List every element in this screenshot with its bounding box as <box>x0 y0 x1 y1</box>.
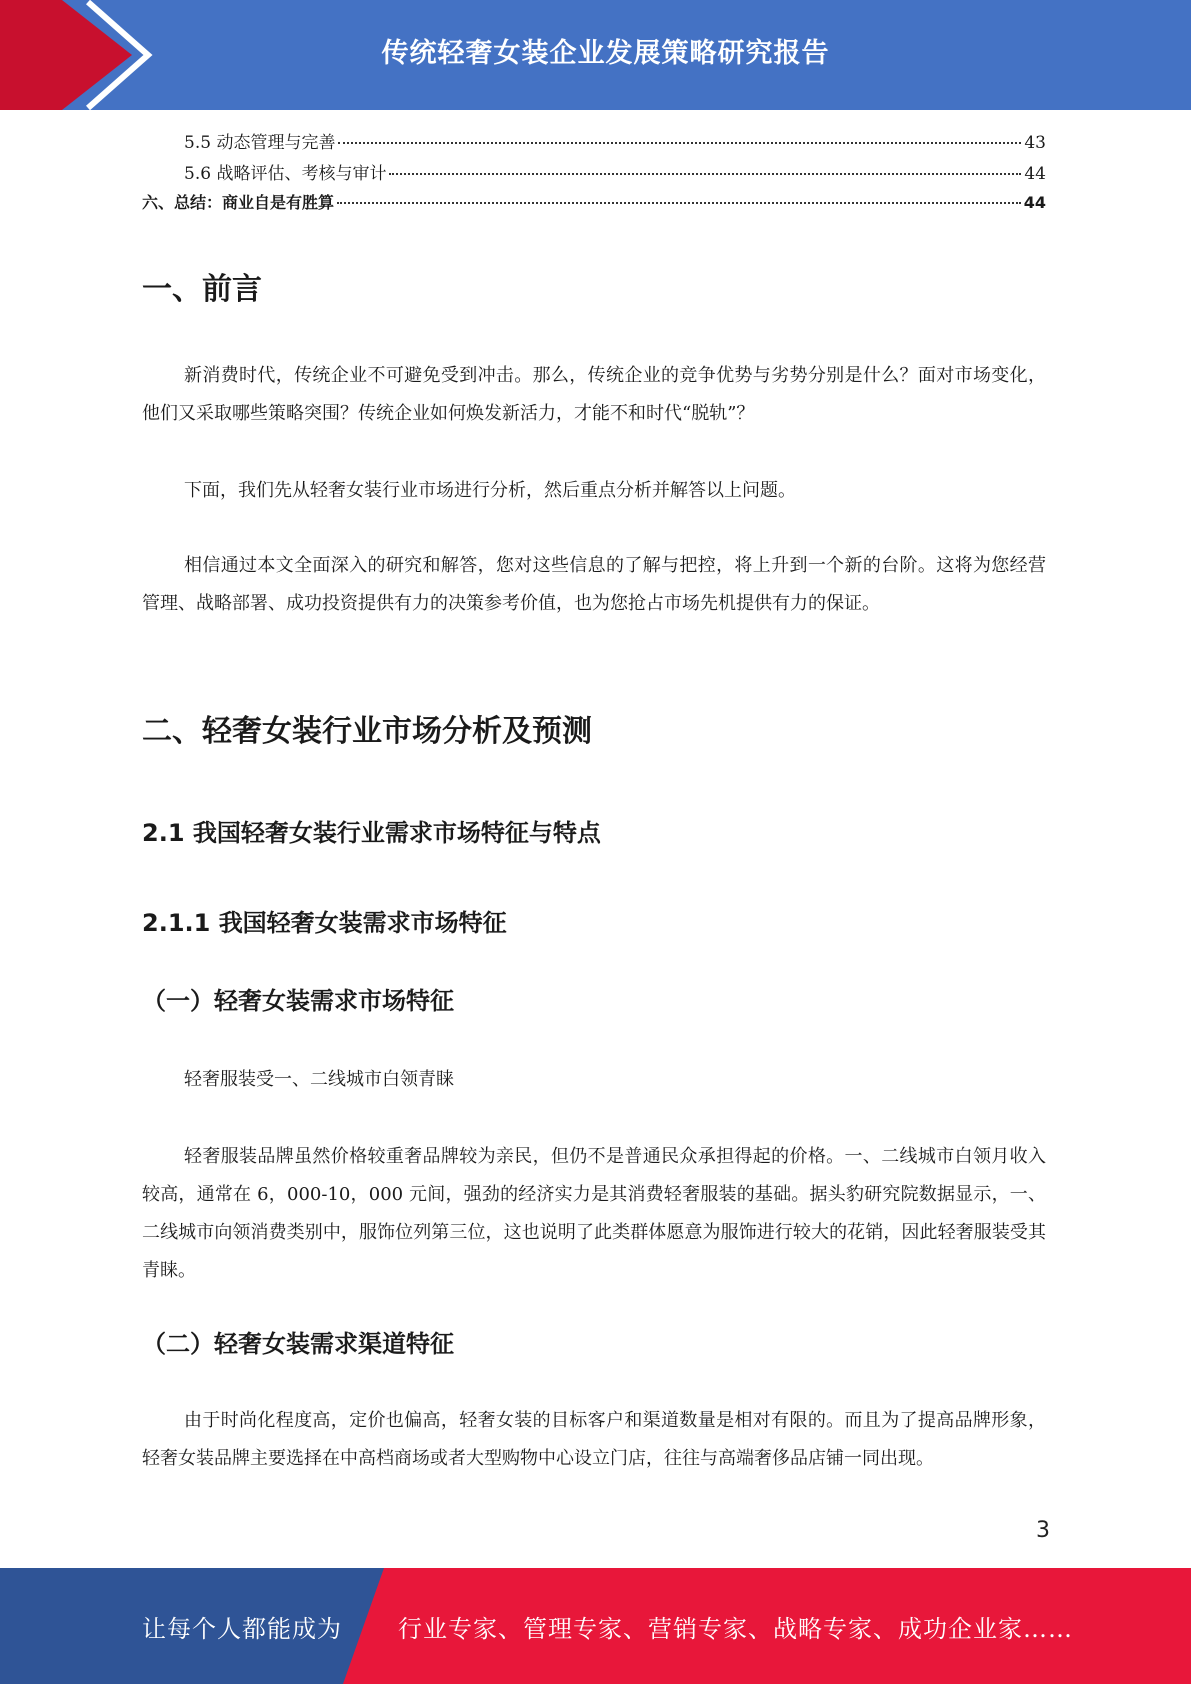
footer-slogan-left: 让每个人都能成为 <box>142 1614 342 1643</box>
paragraph: 轻奢服装品牌虽然价格较重奢品牌较为亲民，但仍不是普通民众承担得起的价格。一、二线城市白领月收入较高，通常在 6，000-10，000 元间，强劲的经济实力是其消费轻奢服装的基础。据头豹研究院数据显示，一、二线城市向领消费类别中，服饰位列第三位，这也说明了此类群体愿意为服饰进行较大的花销，因此轻奢服装受其青睐。 <box>142 1146 1046 1281</box>
toc-entry-page: 43 <box>1024 133 1046 153</box>
toc-entry[interactable] <box>142 128 1046 159</box>
page-header <box>0 0 1191 110</box>
subheading-demand-channel: （二）轻奢女装需求渠道特征 <box>142 1330 454 1358</box>
toc-entry[interactable] <box>142 190 1046 221</box>
toc-entry-label: 5.5 动态管理与完善 <box>184 133 336 153</box>
subheading-demand-market: （一）轻奢女装需求市场特征 <box>142 987 454 1015</box>
subsection-heading-2-1-1: 2.1.1 我国轻奢女装需求市场特征 <box>142 909 507 937</box>
page-number: 3 <box>1036 1518 1050 1543</box>
paragraph: 轻奢服装受一、二线城市白领青睐 <box>184 1069 454 1090</box>
toc-leader-dots <box>338 142 1021 144</box>
report-title: 传统轻奢女装企业发展策略研究报告 <box>381 37 830 69</box>
toc-entry[interactable] <box>142 159 1046 190</box>
page-footer <box>0 1568 1191 1684</box>
page-content <box>142 128 1046 1469</box>
paragraph: 相信通过本文全面深入的研究和解答，您对这些信息的了解与把控，将上升到一个新的台阶。这将为您经营管理、战略部署、成功投资提供有力的决策参考价值，也为您抢占市场先机提供有力的保证。 <box>142 555 1046 614</box>
paragraph: 新消费时代，传统企业不可避免受到冲击。那么，传统企业的竞争优势与劣势分别是什么？面对市场变化，他们又采取哪些策略突围？传统企业如何焕发新活力，才能不和时代“脱轨”？ <box>142 365 1046 424</box>
toc-entry-label: 六、总结：商业自是有胜算 <box>142 193 335 212</box>
paragraph: 下面，我们先从轻奢女装行业市场进行分析，然后重点分析并解答以上问题。 <box>184 480 796 501</box>
section-heading-chapter-2: 二、轻奢女装行业市场分析及预测 <box>142 714 592 749</box>
toc-entry-page: 44 <box>1024 164 1046 184</box>
toc-entry-page: 44 <box>1023 193 1046 212</box>
paragraph: 由于时尚化程度高，定价也偏高，轻奢女装的目标客户和渠道数量是相对有限的。而且为了提高品牌形象，轻奢女装品牌主要选择在中高档商场或者大型购物中心设立门店，往往与高端奢侈品店铺一同出现。 <box>142 1410 1046 1469</box>
section-heading-preface: 一、前言 <box>142 272 262 307</box>
footer-slogan-right: 行业专家、管理专家、营销专家、战略专家、成功企业家…… <box>398 1614 1073 1643</box>
subsection-heading-2-1: 2.1 我国轻奢女装行业需求市场特征与特点 <box>142 819 601 847</box>
toc-entry-label: 5.6 战略评估、考核与审计 <box>184 164 387 184</box>
table-of-contents <box>142 128 1046 221</box>
toc-leader-dots <box>337 202 1021 204</box>
toc-leader-dots <box>389 173 1021 175</box>
